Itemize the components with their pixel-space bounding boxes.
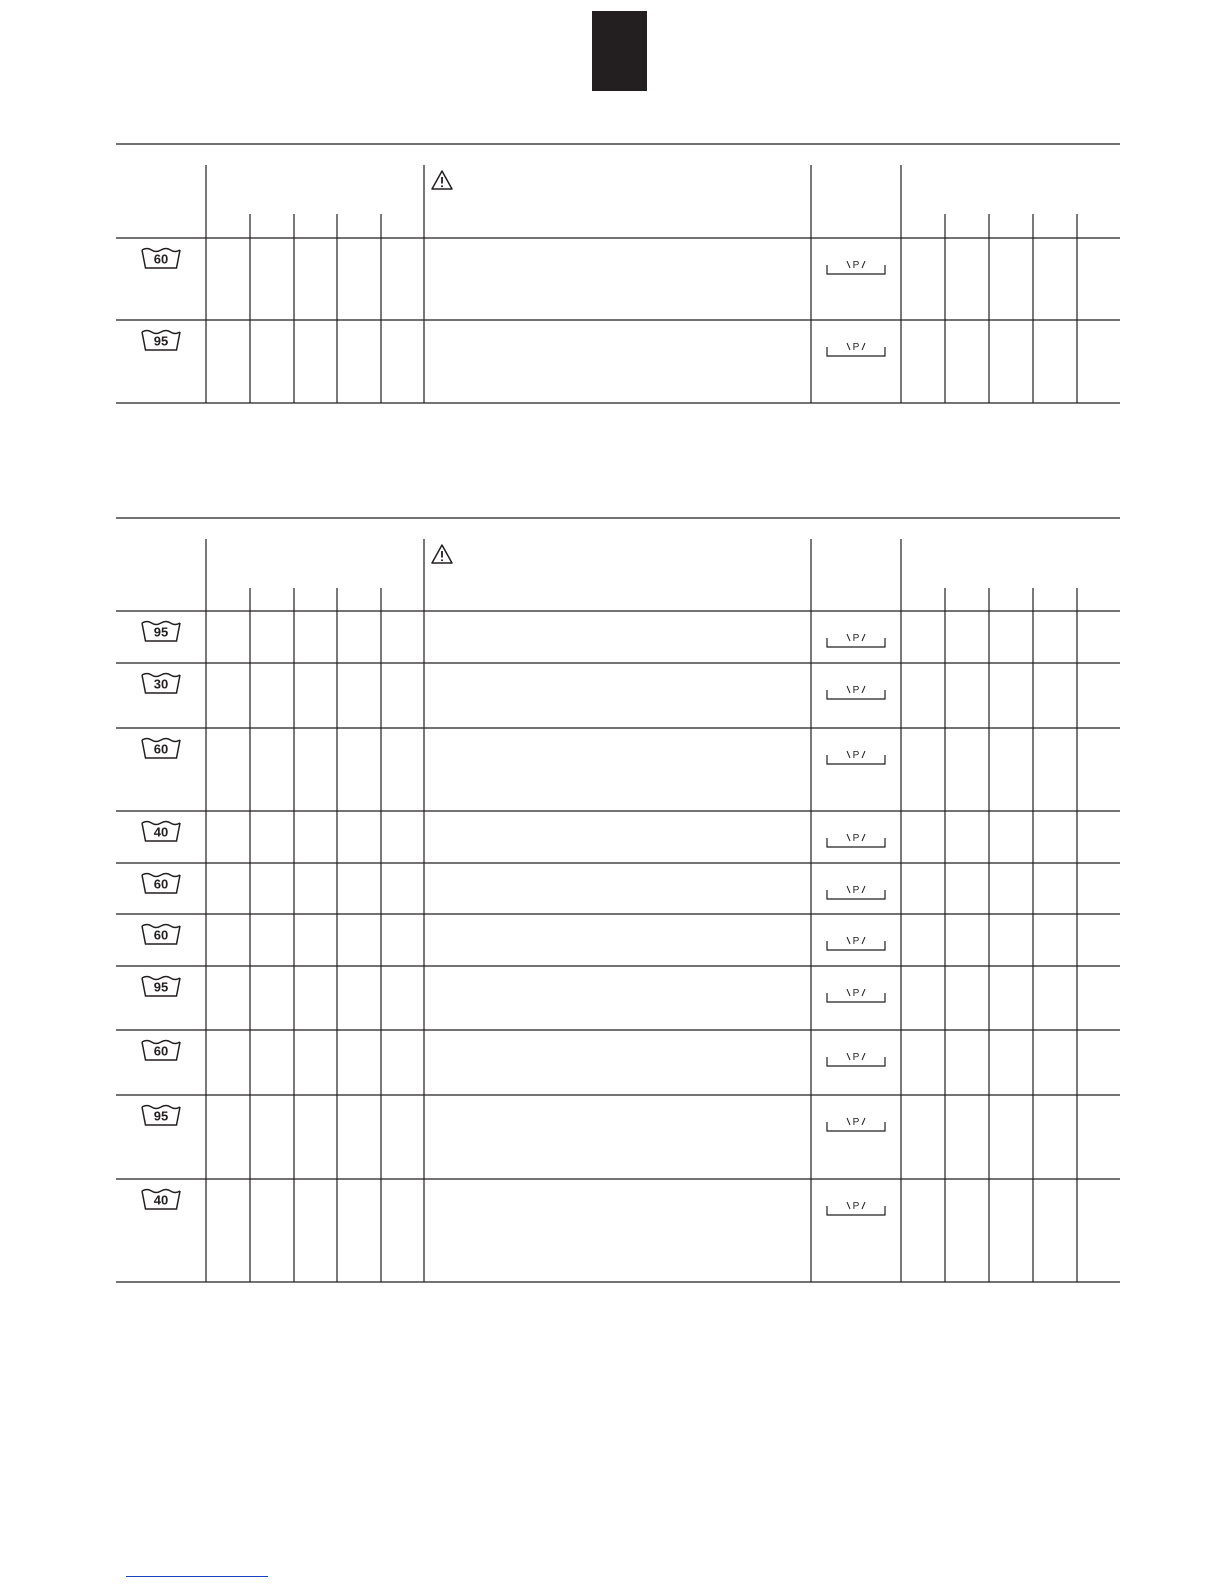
drawer-compartment-label: P [852, 885, 860, 896]
drawer-slash-left [847, 834, 850, 841]
table-row [142, 1190, 885, 1216]
warning-exclamation-dot [441, 185, 443, 187]
wash-tub-icon [142, 874, 180, 894]
table-row [142, 977, 885, 1003]
table-row [142, 739, 885, 765]
drawer-slash-left [847, 937, 850, 944]
drawer-slash-right [862, 343, 865, 350]
table-row [142, 249, 885, 275]
wash-temp-label: 60 [153, 741, 169, 757]
drawer-compartment-label: P [852, 685, 860, 696]
table-row [142, 1041, 885, 1067]
table-row [142, 674, 885, 700]
wash-temp-label: 60 [153, 927, 169, 943]
drawer-slash-right [862, 686, 865, 693]
drawer-slash-left [847, 1053, 850, 1060]
detergent-drawer-p-icon [827, 833, 885, 847]
wash-tub-icon [142, 622, 180, 642]
detergent-drawer-p-icon [827, 342, 885, 356]
detergent-drawer-p-icon [827, 988, 885, 1002]
detergent-drawer-p-icon [827, 750, 885, 764]
drawer-compartment-label: P [852, 633, 860, 644]
wash-temp-label: 30 [153, 676, 169, 692]
wash-tub-icon [142, 1041, 180, 1061]
drawer-slash-right [862, 261, 865, 268]
wash-temp-label: 60 [153, 876, 169, 892]
drawer-compartment-label: P [852, 342, 860, 353]
drawer-slash-right [862, 1053, 865, 1060]
detergent-drawer-p-icon [827, 685, 885, 699]
drawer-compartment-label: P [852, 260, 860, 271]
drawer-slash-left [847, 343, 850, 350]
wash-temp-label: 95 [153, 624, 169, 640]
wash-tub-icon [142, 331, 180, 351]
table-row [142, 331, 885, 357]
footer-link-underline[interactable] [126, 1576, 268, 1577]
wash-tub-icon [142, 1106, 180, 1126]
detergent-drawer-p-icon [827, 1201, 885, 1215]
wash-tub-icon [142, 674, 180, 694]
drawer-slash-left [847, 686, 850, 693]
drawer-compartment-label: P [852, 988, 860, 999]
detergent-drawer-p-icon [827, 1052, 885, 1066]
wash-tub-icon [142, 739, 180, 759]
drawer-slash-right [862, 834, 865, 841]
wash-tub-icon [142, 822, 180, 842]
wash-temp-label: 60 [153, 1043, 169, 1059]
drawer-slash-left [847, 886, 850, 893]
drawer-slash-left [847, 261, 850, 268]
wash-tub-icon [142, 249, 180, 269]
drawer-slash-left [847, 634, 850, 641]
drawer-compartment-label: P [852, 1201, 860, 1212]
wash-temp-label: 95 [153, 979, 169, 995]
drawer-slash-right [862, 886, 865, 893]
warning-triangle-icon [432, 171, 452, 189]
wash-temp-label: 60 [153, 251, 169, 267]
drawer-slash-left [847, 1202, 850, 1209]
wash-temp-label: 95 [153, 1108, 169, 1124]
drawer-compartment-label: P [852, 1052, 860, 1063]
table-row [142, 622, 885, 648]
wash-tub-icon [142, 977, 180, 997]
drawer-compartment-label: P [852, 833, 860, 844]
wash-temp-label: 95 [153, 333, 169, 349]
drawer-slash-right [862, 1118, 865, 1125]
detergent-drawer-p-icon [827, 1117, 885, 1131]
detergent-drawer-p-icon [827, 260, 885, 274]
detergent-drawer-p-icon [827, 633, 885, 647]
warning-exclamation-dot [441, 559, 443, 561]
drawer-compartment-label: P [852, 936, 860, 947]
table-2 [116, 518, 1120, 1282]
wash-tub-icon [142, 925, 180, 945]
table-row [142, 925, 885, 951]
table-row [142, 874, 885, 900]
wash-tub-icon [142, 1190, 180, 1210]
drawer-slash-right [862, 1202, 865, 1209]
detergent-drawer-p-icon [827, 885, 885, 899]
warning-triangle-icon [432, 545, 452, 563]
detergent-drawer-p-icon [827, 936, 885, 950]
drawer-slash-left [847, 751, 850, 758]
drawer-slash-right [862, 751, 865, 758]
drawer-compartment-label: P [852, 1117, 860, 1128]
wash-temp-label: 40 [153, 1192, 169, 1208]
drawer-compartment-label: P [852, 750, 860, 761]
drawer-slash-right [862, 989, 865, 996]
drawer-slash-right [862, 937, 865, 944]
table-row [142, 822, 885, 848]
table-row [142, 1106, 885, 1132]
drawer-slash-right [862, 634, 865, 641]
wash-temp-label: 40 [153, 824, 169, 840]
table-1 [116, 144, 1120, 403]
drawer-slash-left [847, 989, 850, 996]
drawer-slash-left [847, 1118, 850, 1125]
